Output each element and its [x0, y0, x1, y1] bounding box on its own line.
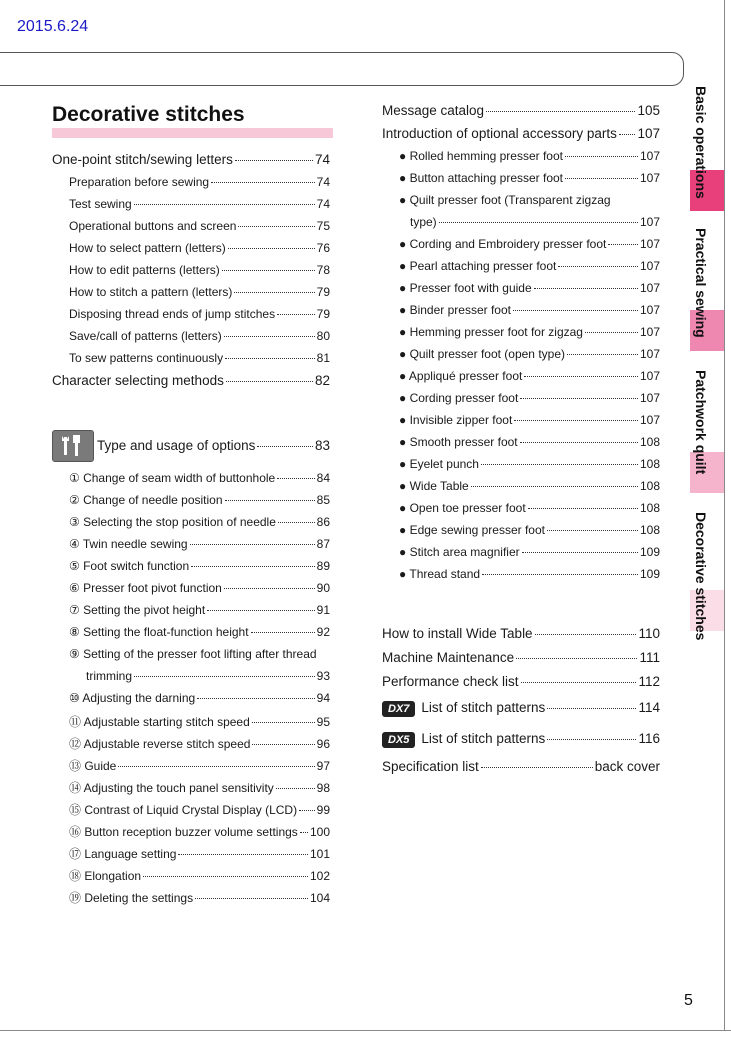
dot-leader [534, 288, 638, 289]
toc-option-entry[interactable] [69, 867, 330, 887]
toc-page-number: 102 [309, 869, 330, 883]
toc-subentry[interactable] [69, 197, 330, 217]
toc-option-entry[interactable] [69, 581, 330, 601]
toc-page-number: 97 [316, 759, 330, 773]
toc-page-number: 83 [314, 438, 330, 453]
toc-option-entry[interactable] [69, 757, 330, 777]
toc-option-entry[interactable] [69, 889, 330, 909]
toc-entry-label: How to stitch a pattern (letters) [69, 285, 233, 299]
toc-page-number: 108 [639, 457, 660, 471]
dot-leader [486, 111, 635, 112]
toc-page-number: 74 [316, 175, 330, 189]
dot-leader [522, 552, 638, 553]
dot-leader [471, 486, 638, 487]
toc-page-number: 107 [639, 149, 660, 163]
toc-bottom-entry[interactable] [382, 674, 660, 694]
section-title-underline [52, 128, 333, 138]
toc-page-number: 81 [316, 351, 330, 365]
dot-leader [535, 634, 637, 635]
toc-accessory-entry[interactable] [399, 347, 660, 367]
toc-page-number: 79 [316, 285, 330, 299]
toc-accessory-entry[interactable] [399, 193, 660, 213]
dot-leader [565, 156, 638, 157]
toc-page-number: 107 [639, 237, 660, 251]
toc-option-entry[interactable] [69, 603, 330, 623]
toc-entry-label: ● Quilt presser foot (open type) [399, 347, 565, 361]
toc-entry-label: ⑪ Adjustable starting stitch speed [69, 715, 250, 729]
toc-bottom-entry[interactable] [382, 731, 660, 751]
dot-leader [277, 314, 315, 315]
toc-page-number: 85 [316, 493, 330, 507]
toc-page-number: 107 [639, 171, 660, 185]
toc-entry-label: ⑩ Adjusting the darning [69, 691, 196, 705]
toc-entry-label: ⑯ Button reception buzzer volume settings [69, 825, 298, 839]
dot-leader [565, 178, 638, 179]
toc-option-entry[interactable] [69, 515, 330, 535]
dot-leader [547, 708, 636, 709]
toc-accessory-entry[interactable] [399, 259, 660, 279]
toc-page-number: 98 [316, 781, 330, 795]
toc-accessory-entry[interactable] [399, 391, 660, 411]
toc-subentry[interactable] [69, 219, 330, 239]
toc-subentry[interactable] [69, 263, 330, 283]
toc-page-number: 82 [314, 373, 330, 388]
toc-page-number: 107 [639, 391, 660, 405]
toc-page-number: 79 [316, 307, 330, 321]
dot-leader [134, 676, 315, 677]
toc-subentry[interactable] [69, 329, 330, 349]
toc-page-number: 100 [309, 825, 330, 839]
toc-page-number: 95 [316, 715, 330, 729]
toc-page-number: 76 [316, 241, 330, 255]
dot-leader [226, 381, 313, 382]
model-badge: DX5 [382, 732, 415, 748]
toc-page-number: 108 [639, 523, 660, 537]
dot-leader [235, 160, 313, 161]
toc-subentry[interactable] [69, 307, 330, 327]
toc-accessory-entry[interactable] [399, 237, 660, 257]
toc-entry-label: ⑱ Elongation [69, 869, 142, 883]
toc-accessory-entry[interactable] [399, 435, 660, 455]
toc-entry-label: ● Rolled hemming presser foot [399, 149, 563, 163]
toc-page-number: 109 [639, 567, 660, 581]
toc-entry-label: type) [410, 215, 437, 229]
toc-page-number: 107 [639, 303, 660, 317]
dot-leader [276, 788, 315, 789]
dot-leader [238, 226, 314, 227]
toc-page-number: back cover [594, 759, 660, 774]
dot-leader [222, 270, 315, 271]
toc-entry-label: ⑮ Contrast of Liquid Crystal Display (LCD) [69, 803, 298, 817]
toc-page-number: 112 [638, 674, 660, 689]
dot-leader [277, 478, 314, 479]
toc-accessory-entry[interactable] [399, 567, 660, 587]
bottom-border [0, 1030, 731, 1031]
toc-entry-label: Preparation before sewing [69, 175, 210, 189]
toc-entry-label: ⑭ Adjusting the touch panel sensitivity [69, 781, 274, 795]
toc-page-number: 101 [309, 847, 330, 861]
toc-entry-label: ⑤ Foot switch function [69, 559, 190, 573]
toc-entry-label: Message catalog [382, 103, 485, 118]
toc-subentry[interactable] [69, 241, 330, 261]
toc-entry-label: Character selecting methods [52, 373, 224, 388]
dot-leader [224, 336, 315, 337]
dot-leader [197, 698, 314, 699]
dot-leader [252, 722, 315, 723]
toc-page-number: 87 [316, 537, 330, 551]
toc-accessory-entry[interactable] [410, 215, 660, 235]
toc-entry-label: Performance check list [382, 674, 519, 689]
toc-subentry[interactable] [69, 175, 330, 195]
toc-accessory-entry[interactable] [399, 413, 660, 433]
toc-page-number: 99 [316, 803, 330, 817]
dot-leader [143, 876, 308, 877]
dot-leader [619, 134, 636, 135]
toc-entry-label: ⑧ Setting the float-function height [69, 625, 249, 639]
toc-page-number: 91 [316, 603, 330, 617]
toc-page-number: 108 [639, 435, 660, 449]
toc-accessory-entry[interactable] [399, 479, 660, 499]
toc-entry-label: Machine Maintenance [382, 650, 515, 665]
dot-leader [278, 522, 315, 523]
toc-page-number: 107 [639, 281, 660, 295]
toc-entry-label: ● Binder presser foot [399, 303, 511, 317]
dot-leader [118, 766, 314, 767]
toc-entry-label: ● Cording and Embroidery presser foot [399, 237, 607, 251]
toc-entry-label: ④ Twin needle sewing [69, 537, 188, 551]
dot-leader [211, 182, 315, 183]
dot-leader [481, 767, 593, 768]
chapter-tab[interactable]: Basic operations [693, 86, 709, 199]
toc-entry-label: ● Invisible zipper foot [399, 413, 513, 427]
toc-entry-label: Save/call of patterns (letters) [69, 329, 222, 343]
dot-leader [190, 544, 315, 545]
model-badge: DX7 [382, 701, 415, 717]
toc-bottom-entry[interactable] [382, 650, 660, 670]
toc-page-number: 104 [309, 891, 330, 905]
toc-entry-label: ● Hemming presser foot for zigzag [399, 325, 583, 339]
page-number: 5 [684, 992, 693, 1009]
toc-entry-label: ① Change of seam width of buttonhole [69, 471, 276, 485]
toc-page-number: 107 [639, 369, 660, 383]
toc-entry-label: ● Presser foot with guide [399, 281, 532, 295]
toc-accessory-entry[interactable] [399, 303, 660, 323]
toc-entry-label: ● Wide Table [399, 479, 469, 493]
toc-bottom-entry[interactable] [382, 700, 660, 720]
toc-page-number: 108 [639, 501, 660, 515]
dot-leader [516, 658, 637, 659]
toc-bottom-entry[interactable] [382, 626, 660, 646]
toc-page-number: 107 [639, 347, 660, 361]
dot-leader [191, 566, 315, 567]
dot-leader [521, 682, 637, 683]
toc-entry-label: ● Quilt presser foot (Transparent zigzag [399, 193, 611, 207]
header-bar [0, 52, 684, 86]
toc-entry-optional-parts[interactable] [382, 126, 660, 146]
toc-subentry[interactable] [69, 285, 330, 305]
toc-page-number: 80 [316, 329, 330, 343]
dot-leader [524, 376, 638, 377]
toc-subentry[interactable] [69, 351, 330, 371]
toc-option-entry[interactable] [69, 779, 330, 799]
toc-entry-label: ⑥ Presser foot pivot function [69, 581, 222, 595]
toc-option-entry[interactable] [69, 691, 330, 711]
dot-leader [514, 420, 638, 421]
toc-entry-label: How to install Wide Table [382, 626, 533, 641]
dot-leader [207, 610, 314, 611]
toc-page-number: 107 [637, 126, 660, 141]
toc-page-number: 78 [316, 263, 330, 277]
dot-leader [178, 854, 308, 855]
toc-page-number: 94 [316, 691, 330, 705]
toc-entry-label: ● Open toe presser foot [399, 501, 526, 515]
toc-option-entry[interactable] [69, 845, 330, 865]
toc-option-entry[interactable] [69, 471, 330, 491]
toc-entry-label: List of stitch patterns [421, 700, 546, 715]
dot-leader [547, 530, 638, 531]
toc-entry-label: Specification list [382, 759, 479, 774]
toc-accessory-entry[interactable] [399, 369, 660, 389]
toc-option-entry[interactable] [69, 625, 330, 645]
toc-entry-label: ⑫ Adjustable reverse stitch speed [69, 737, 251, 751]
toc-entry-label: ② Change of needle position [69, 493, 223, 507]
toc-entry-label: To sew patterns continuously [69, 351, 224, 365]
dot-leader [547, 739, 636, 740]
toc-entry-label: How to edit patterns (letters) [69, 263, 220, 277]
toc-entry-label: Test sewing [69, 197, 132, 211]
toc-accessory-entry[interactable] [399, 523, 660, 543]
dot-leader [299, 810, 315, 811]
toc-page-number: 74 [316, 197, 330, 211]
toc-page-number: 96 [316, 737, 330, 751]
toc-option-entry[interactable] [69, 713, 330, 733]
toc-entry-label: ● Button attaching presser foot [399, 171, 564, 185]
toc-entry-label: ③ Selecting the stop position of needle [69, 515, 276, 529]
dot-leader [234, 292, 314, 293]
toc-entry-label: One-point stitch/sewing letters [52, 152, 233, 167]
toc-entry-label: ● Cording presser foot [399, 391, 519, 405]
dot-leader [251, 632, 315, 633]
toc-bottom-entry[interactable] [382, 759, 660, 779]
dot-leader [225, 358, 315, 359]
print-date: 2015.6.24 [17, 18, 89, 35]
toc-accessory-entry[interactable] [399, 149, 660, 169]
toc-page-number: 116 [638, 731, 660, 746]
toc-page-number: 114 [638, 700, 660, 715]
dot-leader [300, 832, 308, 833]
right-border [724, 0, 725, 1030]
toc-entry-label: Operational buttons and screen [69, 219, 237, 233]
toc-entry-label: Type and usage of options [97, 438, 256, 453]
toc-option-entry[interactable] [86, 669, 330, 689]
toc-option-entry[interactable] [69, 537, 330, 557]
toc-accessory-entry[interactable] [399, 545, 660, 565]
toc-entry-label: ⑰ Language setting [69, 847, 177, 861]
toc-entry-one-point[interactable] [52, 152, 330, 172]
toc-entry-label: ● Edge sewing presser foot [399, 523, 545, 537]
toc-page-number: 86 [316, 515, 330, 529]
toc-option-entry[interactable] [69, 559, 330, 579]
toc-page-number: 90 [316, 581, 330, 595]
dot-leader [481, 464, 638, 465]
toc-option-entry[interactable] [69, 735, 330, 755]
toc-page-number: 75 [316, 219, 330, 233]
dot-leader [558, 266, 638, 267]
chapter-tab[interactable]: Decorative stitches [693, 512, 709, 641]
dot-leader [520, 398, 638, 399]
chapter-tab[interactable]: Practical sewing [693, 228, 709, 338]
dot-leader [608, 244, 638, 245]
toc-page-number: 107 [639, 215, 660, 229]
toc-option-entry[interactable] [69, 801, 330, 821]
toc-entry-label: List of stitch patterns [421, 731, 546, 746]
toc-page-number: 93 [316, 669, 330, 683]
toc-entry-options[interactable] [97, 438, 330, 458]
dot-leader [225, 500, 315, 501]
toc-entry-label: ⑦ Setting the pivot height [69, 603, 206, 617]
toc-entry-message-catalog[interactable] [382, 103, 660, 123]
dot-leader [585, 332, 638, 333]
dot-leader [228, 248, 315, 249]
toc-option-entry[interactable] [69, 823, 330, 843]
toc-accessory-entry[interactable] [399, 281, 660, 301]
toc-accessory-entry[interactable] [399, 457, 660, 477]
dot-leader [567, 354, 638, 355]
toc-accessory-entry[interactable] [399, 501, 660, 521]
toc-accessory-entry[interactable] [399, 171, 660, 191]
toc-entry-character-selecting[interactable] [52, 373, 330, 393]
toc-page-number: 109 [639, 545, 660, 559]
toc-entry-label: trimming [86, 669, 133, 683]
toc-entry-label: ● Eyelet punch [399, 457, 479, 471]
dot-leader [482, 574, 638, 575]
toc-option-entry[interactable] [69, 493, 330, 513]
toc-page-number: 92 [316, 625, 330, 639]
toc-page-number: 105 [637, 103, 660, 118]
toc-entry-label: ⑬ Guide [69, 759, 117, 773]
toc-accessory-entry[interactable] [399, 325, 660, 345]
toc-entry-label: Introduction of optional accessory parts [382, 126, 617, 141]
dot-leader [195, 898, 308, 899]
section-title: Decorative stitches [52, 103, 245, 126]
dot-leader [252, 744, 314, 745]
tools-icon [52, 430, 94, 462]
toc-entry-label: ● Pearl attaching presser foot [399, 259, 557, 273]
toc-entry-label: Disposing thread ends of jump stitches [69, 307, 276, 321]
dot-leader [257, 446, 313, 447]
toc-page-number: 108 [639, 479, 660, 493]
toc-page-number: 107 [639, 413, 660, 427]
dot-leader [134, 204, 315, 205]
toc-page-number: 74 [314, 152, 330, 167]
toc-page-number: 107 [639, 259, 660, 273]
toc-page-number: 110 [638, 626, 660, 641]
toc-page-number: 89 [316, 559, 330, 573]
toc-entry-label: ● Smooth presser foot [399, 435, 518, 449]
toc-option-entry[interactable] [69, 647, 330, 667]
dot-leader [224, 588, 315, 589]
toc-entry-label: ⑲ Deleting the settings [69, 891, 194, 905]
dot-leader [520, 442, 638, 443]
toc-entry-label: ⑨ Setting of the presser foot lifting after thread [69, 647, 317, 661]
toc-page-number: 111 [639, 650, 660, 665]
toc-entry-label: ● Thread stand [399, 567, 481, 581]
toc-entry-label: ● Stitch area magnifier [399, 545, 520, 559]
dot-leader [513, 310, 638, 311]
toc-page-number: 107 [639, 325, 660, 339]
dot-leader [528, 508, 638, 509]
toc-page-number: 84 [316, 471, 330, 485]
toc-entry-label: How to select pattern (letters) [69, 241, 226, 255]
dot-leader [439, 222, 638, 223]
chapter-tab[interactable]: Patchwork quilt [693, 370, 709, 475]
toc-entry-label: ● Appliqué presser foot [399, 369, 523, 383]
